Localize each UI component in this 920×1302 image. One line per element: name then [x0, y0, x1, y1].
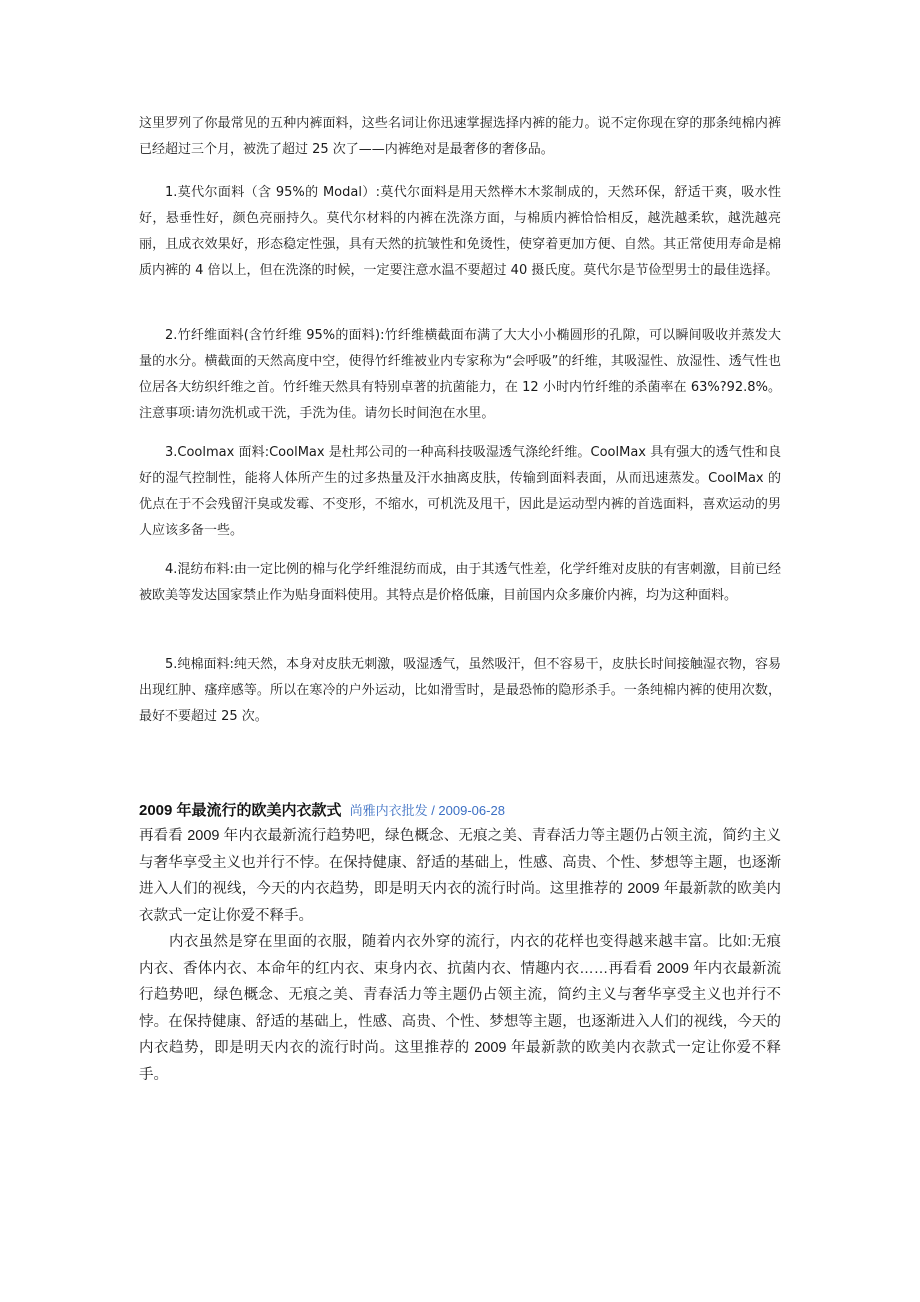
article-paragraph: 再看看 2009 年内衣最新流行趋势吧，绿色概念、无痕之美、青春活力等主题仍占领主流，简约主义与奢华享受主义也并行不悖。在保持健康、舒适的基础上，性感、高贵、个性、梦想等主题，也逐渐进入人们的视线，今天的内衣趋势，即是明天内衣的流行时尚。这里推荐的 2009 年最新款的欧美内衣款式一定让你爱不释手。 — [139, 828, 781, 924]
fabric-item-bamboo: 2.竹纤维面料(含竹纤维 95%的面料):竹纤维横截面布满了大大小小椭圆形的孔隙，可以瞬间吸收并蒸发大量的水分。横截面的天然高度中空，使得竹纤维被业内专家称为“会呼吸”的纤维，其吸湿性、放湿性、透气性也位居各大纺织纤维之首。竹纤维天然具有特别卓著的抗菌能力，在 12 小时内竹纤维的杀菌率在 63%?92.8%。注意事项:请勿洗机或干洗，手洗为佳。请勿长时间泡在水里。 — [139, 328, 781, 421]
fabric-item-blend: 4.混纺布料:由一定比例的棉与化学纤维混纺而成，由于其透气性差，化学纤维对皮肤的有害刺激，目前已经被欧美等发达国家禁止作为贴身面料使用。其特点是价格低廉，目前国内众多廉价内裤，均为这种面料。 — [139, 562, 781, 603]
article-date: / 2009-06-28 — [427, 803, 505, 818]
article-title: 2009 年最流行的欧美内衣款式 — [139, 802, 342, 819]
fabric-item-coolmax: 3.Coolmax 面料:CoolMax 是杜邦公司的一种高科技吸湿透气涤纶纤维。CoolMax 具有强大的透气性和良好的湿气控制性，能将人体所产生的过多热量及汗水抽离皮肤，传输到面料表面，从而迅速蒸发。CoolMax 的优点在于不会残留汗臭或发霉、不变形，不缩水，可机洗及甩干，因此是运动型内裤的首选面料，喜欢运动的男人应该多备一些。 — [139, 445, 781, 538]
article-heading — [139, 798, 781, 824]
article-source-link[interactable]: 尚雅内衣批发 — [349, 803, 428, 818]
fabric-item-modal: 1.莫代尔面料（含 95%的 Modal）:莫代尔面料是用天然榉木木浆制成的，天然环保，舒适干爽，吸水性好，悬垂性好，颜色亮丽持久。莫代尔材料的内裤在洗涤方面，与棉质内裤恰恰相反，越洗越柔软，越洗越亮丽，且成衣效果好，形态稳定性强，具有天然的抗皱性和免烫性，使穿着更加方便、自然。其正常使用寿命是棉质内裤的 4 倍以上，但在洗涤的时候，一定要注意水温不要超过 40 摄氏度。莫代尔是节俭型男士的最佳选择。 — [139, 185, 781, 278]
intro-paragraph: 这里罗列了你最常见的五种内裤面料，这些名词让你迅速掌握选择内裤的能力。说不定你现在穿的那条纯棉内裤已经超过三个月，被洗了超过 25 次了——内裤绝对是最奢侈的奢侈品。 — [139, 116, 781, 157]
fabric-item-cotton: 5.纯棉面料:纯天然，本身对皮肤无刺激，吸湿透气，虽然吸汗，但不容易干，皮肤长时间接触湿衣物，容易出现红肿、瘙痒感等。所以在寒冷的户外运动，比如滑雪时，是最恐怖的隐形杀手。一条纯棉内裤的使用次数，最好不要超过 25 次。 — [139, 657, 781, 724]
article-paragraph: 内衣虽然是穿在里面的衣服，随着内衣外穿的流行，内衣的花样也变得越来越丰富。比如:无痕内衣、香体内衣、本命年的红内衣、束身内衣、抗菌内衣、情趣内衣……再看看 2009 年内衣最新流行趋势吧，绿色概念、无痕之美、青春活力等主题仍占领主流，简约主义与奢华享受主义也并行不悖。在保持健康、舒适的基础上，性感、高贵、个性、梦想等主题，也逐渐进入人们的视线，今天的内衣趋势，即是明天内衣的流行时尚。这里推荐的 2009 年最新款的欧美内衣款式一定让你爱不释手。 — [139, 934, 781, 1083]
